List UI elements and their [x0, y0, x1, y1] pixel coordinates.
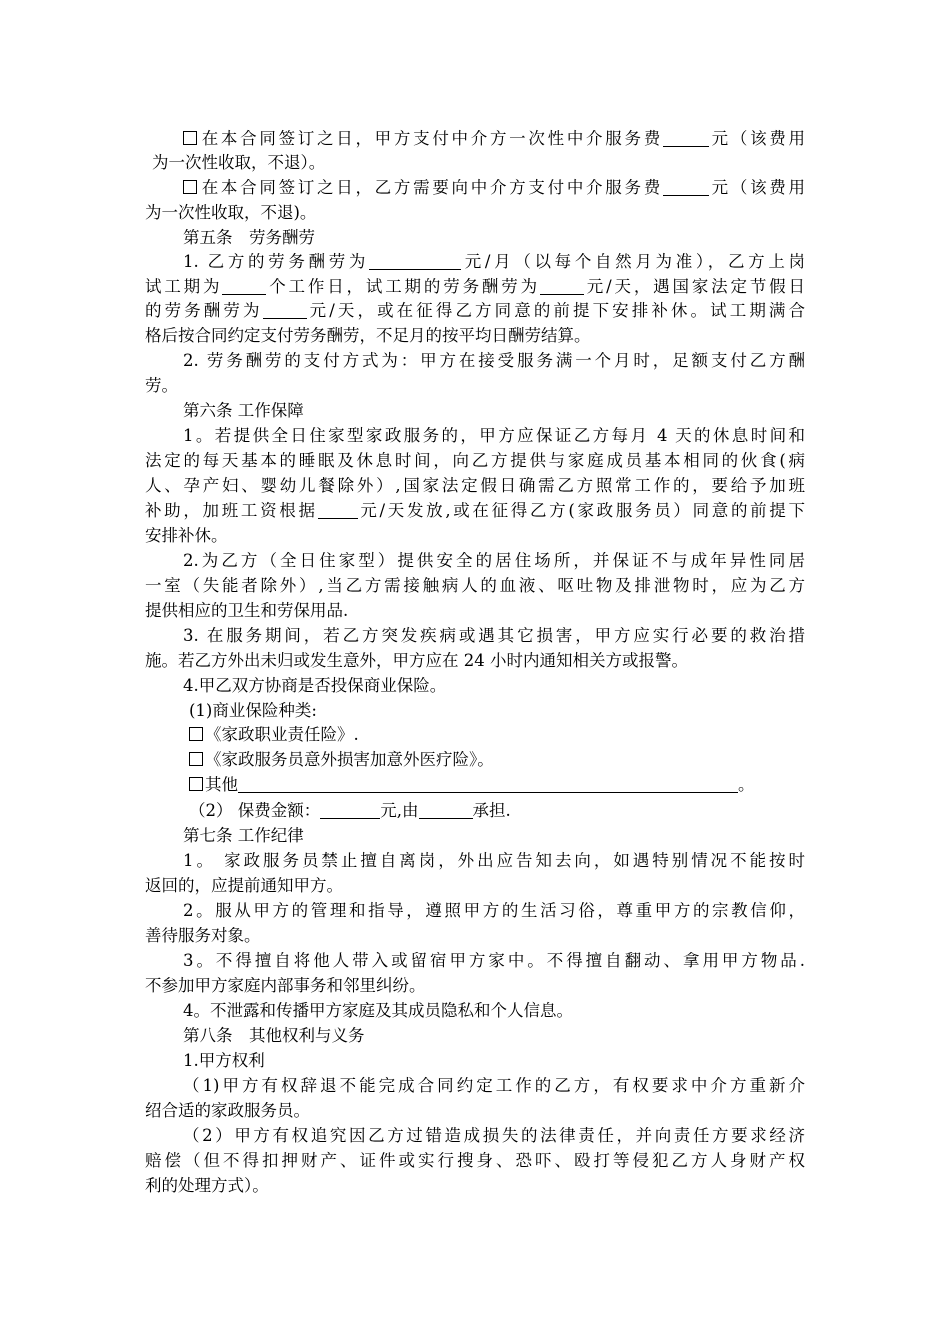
text-line: 为一次性收取，不退)。 — [145, 203, 317, 222]
checkbox-option[interactable]: 《家政职业责任险》. — [189, 722, 805, 748]
blank-field[interactable] — [222, 276, 266, 295]
checkbox-icon[interactable] — [183, 180, 197, 194]
text-line: 4.甲乙双方协商是否投保商业保险。 — [183, 676, 447, 695]
text-line: 1. 乙方的劳务酬劳为 元/月（以每个自然月为准），乙方上岗 — [183, 252, 805, 271]
text-line: 返回的，应提前通知甲方。 — [145, 876, 343, 895]
text-line: （2）甲方有权追究因乙方过错造成损失的法律责任，并向责任方要求经济 — [183, 1126, 805, 1145]
blank-field[interactable] — [318, 500, 358, 519]
text-line: (1)商业保险种类: — [189, 701, 317, 720]
text-line: 2。服从甲方的管理和指导，遵照甲方的生活习俗，尊重甲方的宗教信仰， — [183, 901, 805, 920]
blank-field[interactable] — [320, 800, 380, 819]
checkbox-option[interactable]: 《家政服务员意外损害加意外医疗险》。 — [189, 747, 805, 773]
text-line: 赔偿（但不得扣押财产、证件或实行搜身、恐吓、殴打等侵犯乙方人身财产权 — [145, 1151, 805, 1170]
text-line: 安排补休。 — [145, 526, 228, 545]
text-line: 提供相应的卫生和劳保用品. — [145, 601, 349, 620]
blank-field[interactable] — [369, 251, 461, 270]
text-line: 补助，加班工资根据 元/天发放,或在征得乙方(家政服务员）同意的前提下 — [145, 501, 805, 520]
text-line: 1。若提供全日住家型家政服务的，甲方应保证乙方每月 4 天的休息时间和 — [183, 426, 805, 445]
text-line: 在本合同签订之日，甲方支付中介方一次性中介服务费 元（该费用 — [183, 126, 805, 152]
checkbox-option[interactable]: 其他 。 — [189, 772, 805, 798]
text-line: 不参加甲方家庭内部事务和邻里纠纷。 — [145, 976, 426, 995]
checkbox-icon[interactable] — [183, 131, 197, 145]
article-heading: 第五条 劳务酬劳 — [183, 228, 315, 247]
text-line: 一室（失能者除外）,当乙方需接触病人的血液、呕吐物及排泄物时，应为乙方 — [145, 576, 805, 595]
text-line: 2.为乙方（全日住家型）提供安全的居住场所，并保证不与成年异性同居 — [183, 551, 805, 570]
text-line: 2. 劳务酬劳的支付方式为：甲方在接受服务满一个月时，足额支付乙方酬 — [183, 351, 805, 370]
text-line: 法定的每天基本的睡眠及休息时间，向乙方提供与家庭成员基本相同的伙食(病 — [145, 451, 805, 470]
text-line: 3. 在服务期间，若乙方突发疾病或遇其它损害，甲方应实行必要的救治措 — [183, 626, 805, 645]
checkbox-icon[interactable] — [189, 777, 203, 791]
checkbox-icon[interactable] — [189, 727, 203, 741]
text-line: 为一次性收取，不退）。 — [152, 153, 326, 172]
text-line: 人、孕产妇、婴幼儿餐除外）,国家法定假日确需乙方照常工作的，要给予加班 — [145, 476, 805, 495]
blank-field[interactable] — [263, 300, 307, 319]
blank-field[interactable] — [663, 177, 709, 196]
text-line: 格后按合同约定支付劳务酬劳，不足月的按平均日酬劳结算。 — [145, 326, 591, 345]
text-line: 施。若乙方外出未归或发生意外，甲方应在 24 小时内通知相关方或报警。 — [145, 651, 688, 670]
text-line: 1。 家政服务员禁止擅自离岗，外出应告知去向，如遇特别情况不能按时 — [183, 851, 805, 870]
text-line: 1.甲方权利 — [183, 1051, 265, 1070]
blank-field[interactable] — [663, 128, 709, 147]
text-line: 4。不泄露和传播甲方家庭及其成员隐私和个人信息。 — [183, 1001, 573, 1020]
text-line: 利的处理方式）。 — [145, 1176, 269, 1195]
text-line: 绍合适的家政服务员。 — [145, 1101, 310, 1120]
text-line: 劳。 — [145, 376, 178, 395]
blank-field[interactable] — [540, 276, 584, 295]
blank-field[interactable] — [419, 800, 473, 819]
checkbox-icon[interactable] — [189, 752, 203, 766]
text-line: 善待服务对象。 — [145, 926, 261, 945]
text-line: （2） 保费金额： 元,由 承担. — [189, 801, 511, 820]
blank-field[interactable] — [238, 774, 738, 793]
text-line: （1)甲方有权辞退不能完成合同约定工作的乙方，有权要求中介方重新介 — [183, 1076, 805, 1095]
text-line: 3。不得擅自将他人带入或留宿甲方家中。不得擅自翻动、拿用甲方物品. — [183, 951, 805, 970]
text-line: 的劳务酬劳为 元/天，或在征得乙方同意的前提下安排补休。试工期满合 — [145, 301, 806, 320]
article-heading: 第八条 其他权利与义务 — [183, 1026, 365, 1045]
article-heading: 第七条 工作纪律 — [183, 826, 304, 845]
text-line: 在本合同签订之日，乙方需要向中介方支付中介服务费 元（该费用 — [183, 175, 805, 201]
text-line: 试工期为 个工作日，试工期的劳务酬劳为 元/天，遇国家法定节假日 — [145, 277, 806, 296]
article-heading: 第六条 工作保障 — [183, 401, 304, 420]
